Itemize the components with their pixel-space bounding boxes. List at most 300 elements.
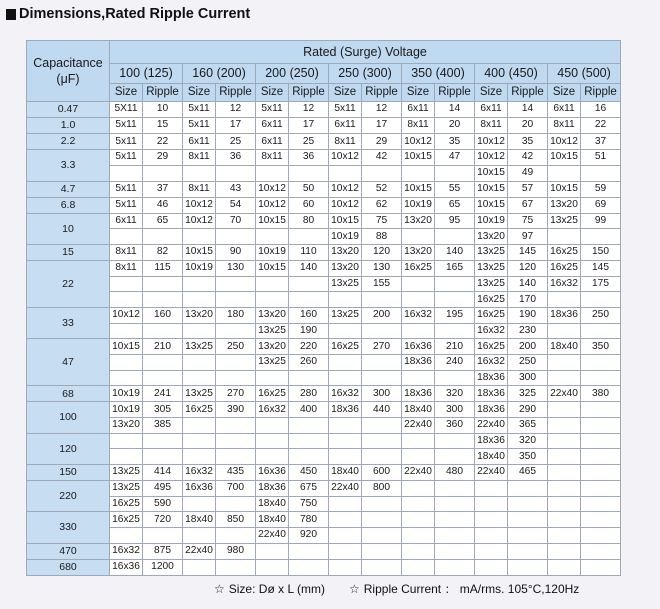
ripple-cell: 90: [216, 244, 256, 260]
size-cell: [110, 292, 143, 308]
ripple-cell: 260: [289, 354, 329, 370]
ripple-cell: 46: [143, 197, 183, 213]
ripple-cell: [289, 229, 329, 245]
ripple-cell: 350: [508, 449, 548, 465]
size-cell: 8x11: [183, 150, 216, 166]
ripple-cell: 190: [508, 307, 548, 323]
size-cell: [183, 449, 216, 465]
capacitance-cell: 330: [27, 512, 110, 543]
ripple-cell: [289, 292, 329, 308]
size-cell: [183, 165, 216, 181]
ripple-cell: 25: [216, 134, 256, 150]
size-cell: [329, 449, 362, 465]
size-cell: [329, 292, 362, 308]
size-cell: [548, 496, 581, 512]
ripple-cell: 51: [581, 150, 621, 166]
ripple-cell: 300: [435, 402, 475, 418]
size-cell: [183, 496, 216, 512]
size-header: Size: [548, 84, 581, 102]
capacitance-cell: 47: [27, 339, 110, 386]
ripple-cell: [289, 370, 329, 386]
ripple-cell: 110: [289, 244, 329, 260]
ripple-cell: [581, 464, 621, 480]
ripple-cell: [435, 229, 475, 245]
capacitance-cell: 120: [27, 433, 110, 464]
size-cell: 16x25: [256, 386, 289, 402]
ripple-cell: 145: [581, 261, 621, 277]
size-cell: 10x19: [256, 244, 289, 260]
size-cell: 18x36: [329, 402, 362, 418]
size-cell: 13x20: [402, 213, 435, 229]
size-cell: 8x11: [475, 118, 508, 134]
size-cell: 13x25: [256, 354, 289, 370]
ripple-cell: 17: [362, 118, 402, 134]
ripple-cell: 36: [216, 150, 256, 166]
ripple-cell: 140: [289, 261, 329, 277]
ripple-cell: 250: [581, 307, 621, 323]
size-cell: 13x25: [329, 307, 362, 323]
ripple-cell: [289, 417, 329, 433]
footnote: [214, 580, 579, 597]
table-row: [27, 417, 621, 433]
size-cell: [329, 496, 362, 512]
ripple-cell: [435, 543, 475, 559]
ripple-cell: 37: [143, 181, 183, 197]
size-cell: [329, 543, 362, 559]
table-row: [27, 150, 621, 166]
ripple-cell: [508, 527, 548, 543]
ripple-cell: [581, 417, 621, 433]
ripple-cell: 88: [362, 229, 402, 245]
table-row: [27, 102, 621, 118]
ripple-cell: [143, 323, 183, 339]
table-row: [27, 181, 621, 197]
size-cell: 16x25: [548, 244, 581, 260]
ripple-cell: [508, 543, 548, 559]
size-cell: [402, 543, 435, 559]
size-cell: [256, 417, 289, 433]
ripple-cell: 290: [508, 402, 548, 418]
size-cell: 16x32: [329, 386, 362, 402]
size-cell: [256, 229, 289, 245]
size-cell: [183, 559, 216, 575]
size-cell: 10x12: [183, 213, 216, 229]
ripple-cell: 450: [289, 464, 329, 480]
table-row: [27, 527, 621, 543]
voltage-header: 250 (300): [329, 64, 402, 84]
size-cell: [183, 229, 216, 245]
size-cell: 18x36: [475, 386, 508, 402]
ripple-cell: [362, 370, 402, 386]
ripple-cell: 435: [216, 464, 256, 480]
size-cell: 13x25: [329, 276, 362, 292]
size-cell: 16x36: [110, 559, 143, 575]
size-cell: 8x11: [256, 150, 289, 166]
ripple-cell: 17: [216, 118, 256, 134]
size-cell: [183, 417, 216, 433]
ripple-cell: [216, 165, 256, 181]
size-cell: 22x40: [329, 481, 362, 497]
size-cell: 18x40: [402, 402, 435, 418]
ripple-cell: [289, 165, 329, 181]
ripple-cell: [508, 481, 548, 497]
size-cell: 16x25: [110, 512, 143, 528]
size-cell: 16x32: [475, 323, 508, 339]
ripple-cell: [581, 292, 621, 308]
size-cell: [110, 276, 143, 292]
ripple-cell: [289, 433, 329, 449]
size-cell: 13x25: [475, 261, 508, 277]
table-row: [27, 292, 621, 308]
size-cell: 6x11: [402, 102, 435, 118]
capacitance-header-line1: Capacitance: [33, 55, 103, 70]
ripple-cell: 60: [289, 197, 329, 213]
ripple-cell: [435, 481, 475, 497]
size-header: Size: [256, 84, 289, 102]
size-cell: 13x20: [548, 197, 581, 213]
table-row: [27, 481, 621, 497]
size-cell: [475, 527, 508, 543]
size-cell: [548, 323, 581, 339]
size-cell: 5x11: [183, 102, 216, 118]
ripple-cell: 195: [435, 307, 475, 323]
size-cell: 13x20: [183, 307, 216, 323]
ripple-cell: 97: [508, 229, 548, 245]
size-cell: 13x25: [475, 244, 508, 260]
size-cell: 10x12: [256, 181, 289, 197]
ripple-cell: 70: [216, 213, 256, 229]
voltage-header: 160 (200): [183, 64, 256, 84]
size-cell: 5x11: [329, 102, 362, 118]
size-cell: 16x32: [475, 354, 508, 370]
ripple-cell: 180: [216, 307, 256, 323]
ripple-cell: 800: [362, 481, 402, 497]
table-row: [27, 449, 621, 465]
ripple-header: Ripple: [289, 84, 329, 102]
ripple-cell: 140: [508, 276, 548, 292]
ripple-header: Ripple: [216, 84, 256, 102]
size-cell: 5X11: [110, 102, 143, 118]
ripple-cell: [581, 323, 621, 339]
size-cell: 5x11: [110, 197, 143, 213]
size-cell: 5x11: [110, 181, 143, 197]
ripple-cell: 120: [362, 244, 402, 260]
ripple-cell: 270: [362, 339, 402, 355]
size-cell: [402, 433, 435, 449]
size-cell: [329, 323, 362, 339]
ripple-cell: 130: [216, 261, 256, 277]
capacitance-cell: 0.47: [27, 102, 110, 118]
size-cell: 10x19: [110, 402, 143, 418]
ripple-cell: 62: [362, 197, 402, 213]
ripple-cell: 55: [435, 181, 475, 197]
size-cell: 8x11: [183, 181, 216, 197]
size-cell: [548, 464, 581, 480]
ripple-cell: [216, 559, 256, 575]
size-cell: 16x25: [329, 339, 362, 355]
ripple-cell: 320: [508, 433, 548, 449]
ripple-cell: 160: [289, 307, 329, 323]
size-cell: 10x15: [256, 213, 289, 229]
size-cell: 6x11: [329, 118, 362, 134]
size-cell: [183, 276, 216, 292]
size-cell: 10x12: [110, 307, 143, 323]
size-cell: 18x40: [548, 339, 581, 355]
size-cell: 13x25: [110, 481, 143, 497]
ripple-cell: 220: [289, 339, 329, 355]
capacitance-cell: 2.2: [27, 134, 110, 150]
table-row: [27, 261, 621, 277]
size-cell: 16x32: [256, 402, 289, 418]
ripple-cell: 12: [216, 102, 256, 118]
ripple-cell: 300: [362, 386, 402, 402]
ripple-cell: 14: [508, 102, 548, 118]
size-cell: [548, 512, 581, 528]
size-cell: 13x20: [256, 307, 289, 323]
size-cell: 13x20: [110, 417, 143, 433]
ripple-note: Ripple Current ： mA/rms. 105°C,120Hz: [363, 582, 580, 596]
size-cell: 16x25: [475, 307, 508, 323]
ripple-cell: 54: [216, 197, 256, 213]
size-cell: [110, 165, 143, 181]
size-cell: [402, 276, 435, 292]
size-cell: 5x11: [110, 150, 143, 166]
size-cell: 18x36: [475, 402, 508, 418]
size-cell: [256, 559, 289, 575]
size-cell: 18x36: [402, 386, 435, 402]
table-row: [27, 354, 621, 370]
size-cell: 13x25: [183, 386, 216, 402]
size-cell: [329, 417, 362, 433]
size-cell: 8x11: [402, 118, 435, 134]
table-row: [27, 197, 621, 213]
ripple-cell: [435, 292, 475, 308]
ripple-cell: [143, 229, 183, 245]
size-cell: 10x12: [329, 181, 362, 197]
table-row: [27, 386, 621, 402]
ripple-cell: 600: [362, 464, 402, 480]
size-cell: [548, 543, 581, 559]
star-icon: ☆: [214, 581, 225, 596]
ripple-cell: 20: [435, 118, 475, 134]
size-cell: 13x25: [183, 339, 216, 355]
ripple-header: Ripple: [508, 84, 548, 102]
ripple-cell: [216, 449, 256, 465]
ripple-cell: 160: [143, 307, 183, 323]
size-cell: 16x36: [402, 339, 435, 355]
ripple-cell: 190: [289, 323, 329, 339]
size-cell: [256, 276, 289, 292]
size-cell: 16x32: [548, 276, 581, 292]
size-cell: 8x11: [110, 244, 143, 260]
table-row: [27, 543, 621, 559]
ripple-cell: [435, 559, 475, 575]
size-cell: [548, 449, 581, 465]
capacitance-cell: 15: [27, 244, 110, 260]
ripple-cell: 50: [289, 181, 329, 197]
size-cell: [183, 323, 216, 339]
size-cell: [329, 165, 362, 181]
ripple-cell: [508, 496, 548, 512]
ripple-cell: 385: [143, 417, 183, 433]
ripple-cell: 67: [508, 197, 548, 213]
capacitance-cell: 220: [27, 481, 110, 512]
size-cell: [256, 165, 289, 181]
ripple-cell: [362, 543, 402, 559]
ripple-cell: [362, 433, 402, 449]
size-cell: [329, 433, 362, 449]
ripple-cell: [435, 449, 475, 465]
ripple-cell: 150: [581, 244, 621, 260]
capacitance-cell: 4.7: [27, 181, 110, 197]
ripple-cell: 145: [508, 244, 548, 260]
size-cell: 22x40: [475, 417, 508, 433]
size-cell: 5x11: [110, 118, 143, 134]
ripple-header: Ripple: [435, 84, 475, 102]
table-row: [27, 307, 621, 323]
size-cell: 13x25: [110, 464, 143, 480]
ripple-cell: [435, 496, 475, 512]
table-row: [27, 464, 621, 480]
ripple-cell: 240: [435, 354, 475, 370]
table-row: [27, 213, 621, 229]
ripple-cell: 42: [508, 150, 548, 166]
ripple-cell: 57: [508, 181, 548, 197]
capacitance-cell: 150: [27, 464, 110, 480]
size-cell: 16x32: [402, 307, 435, 323]
size-cell: 6x11: [475, 102, 508, 118]
ripple-cell: [581, 496, 621, 512]
size-cell: 22x40: [548, 386, 581, 402]
size-cell: 10x19: [329, 229, 362, 245]
ripple-cell: 920: [289, 527, 329, 543]
size-cell: 10x12: [329, 150, 362, 166]
size-cell: [402, 165, 435, 181]
size-cell: [256, 433, 289, 449]
ripple-cell: 99: [581, 213, 621, 229]
ripple-cell: 980: [216, 543, 256, 559]
size-cell: [402, 292, 435, 308]
ripple-cell: 170: [508, 292, 548, 308]
size-cell: [110, 229, 143, 245]
size-cell: 18x40: [183, 512, 216, 528]
ripple-cell: [143, 527, 183, 543]
size-cell: [548, 481, 581, 497]
size-cell: 18x36: [402, 354, 435, 370]
ripple-cell: 120: [508, 261, 548, 277]
ripple-cell: 230: [508, 323, 548, 339]
ripple-cell: [216, 292, 256, 308]
capacitance-cell: 100: [27, 402, 110, 433]
ripple-cell: 82: [143, 244, 183, 260]
table-row: [27, 339, 621, 355]
table-row: [27, 402, 621, 418]
ripple-cell: [143, 370, 183, 386]
ripple-cell: [581, 512, 621, 528]
size-cell: 22x40: [256, 527, 289, 543]
size-cell: 13x20: [329, 244, 362, 260]
ripple-cell: 325: [508, 386, 548, 402]
rated-voltage-header: Rated (Surge) Voltage: [110, 41, 621, 64]
ripple-cell: [216, 527, 256, 543]
ripple-cell: [581, 543, 621, 559]
voltage-header: 450 (500): [548, 64, 621, 84]
ripple-cell: 250: [508, 354, 548, 370]
size-cell: 10x12: [256, 197, 289, 213]
size-cell: 6x11: [256, 134, 289, 150]
size-cell: [548, 292, 581, 308]
ripple-cell: 380: [581, 386, 621, 402]
ripple-cell: 155: [362, 276, 402, 292]
size-cell: [256, 449, 289, 465]
ripple-cell: [435, 276, 475, 292]
ripple-cell: [216, 229, 256, 245]
ripple-cell: [362, 512, 402, 528]
size-cell: [110, 449, 143, 465]
size-header: Size: [329, 84, 362, 102]
size-cell: 18x36: [548, 307, 581, 323]
ripple-cell: 241: [143, 386, 183, 402]
ripple-cell: [143, 433, 183, 449]
ripple-cell: [362, 417, 402, 433]
size-cell: 10x12: [402, 134, 435, 150]
ripple-cell: [289, 276, 329, 292]
voltage-header: 200 (250): [256, 64, 329, 84]
size-cell: 18x40: [256, 512, 289, 528]
size-cell: [329, 559, 362, 575]
ripple-cell: 36: [289, 150, 329, 166]
ripple-cell: 350: [581, 339, 621, 355]
size-cell: 22x40: [402, 464, 435, 480]
ripple-cell: 80: [289, 213, 329, 229]
ripple-cell: 414: [143, 464, 183, 480]
ripple-cell: 360: [435, 417, 475, 433]
ripple-cell: 29: [143, 150, 183, 166]
size-cell: [256, 543, 289, 559]
size-cell: 10x15: [110, 339, 143, 355]
size-cell: [183, 370, 216, 386]
size-cell: [548, 165, 581, 181]
voltage-header: 400 (450): [475, 64, 548, 84]
size-cell: [475, 559, 508, 575]
ripple-cell: 47: [435, 150, 475, 166]
size-cell: 10x15: [475, 197, 508, 213]
size-cell: [475, 512, 508, 528]
size-cell: 22x40: [402, 417, 435, 433]
size-cell: [402, 496, 435, 512]
ripple-cell: 165: [435, 261, 475, 277]
size-cell: 6x11: [183, 134, 216, 150]
title-text: Dimensions,Rated Ripple Current: [19, 6, 251, 22]
size-cell: [548, 527, 581, 543]
ripple-cell: [362, 496, 402, 512]
ripple-cell: 17: [289, 118, 329, 134]
ripple-cell: 52: [362, 181, 402, 197]
ripple-cell: [362, 323, 402, 339]
table-row: [27, 276, 621, 292]
size-cell: 18x40: [475, 449, 508, 465]
size-cell: [475, 481, 508, 497]
size-header: Size: [183, 84, 216, 102]
ripple-cell: [216, 496, 256, 512]
size-cell: 8x11: [548, 118, 581, 134]
size-cell: 16x32: [110, 543, 143, 559]
size-cell: 8x11: [329, 134, 362, 150]
size-cell: [402, 559, 435, 575]
size-cell: [548, 229, 581, 245]
ripple-cell: 850: [216, 512, 256, 528]
ripple-cell: 130: [362, 261, 402, 277]
